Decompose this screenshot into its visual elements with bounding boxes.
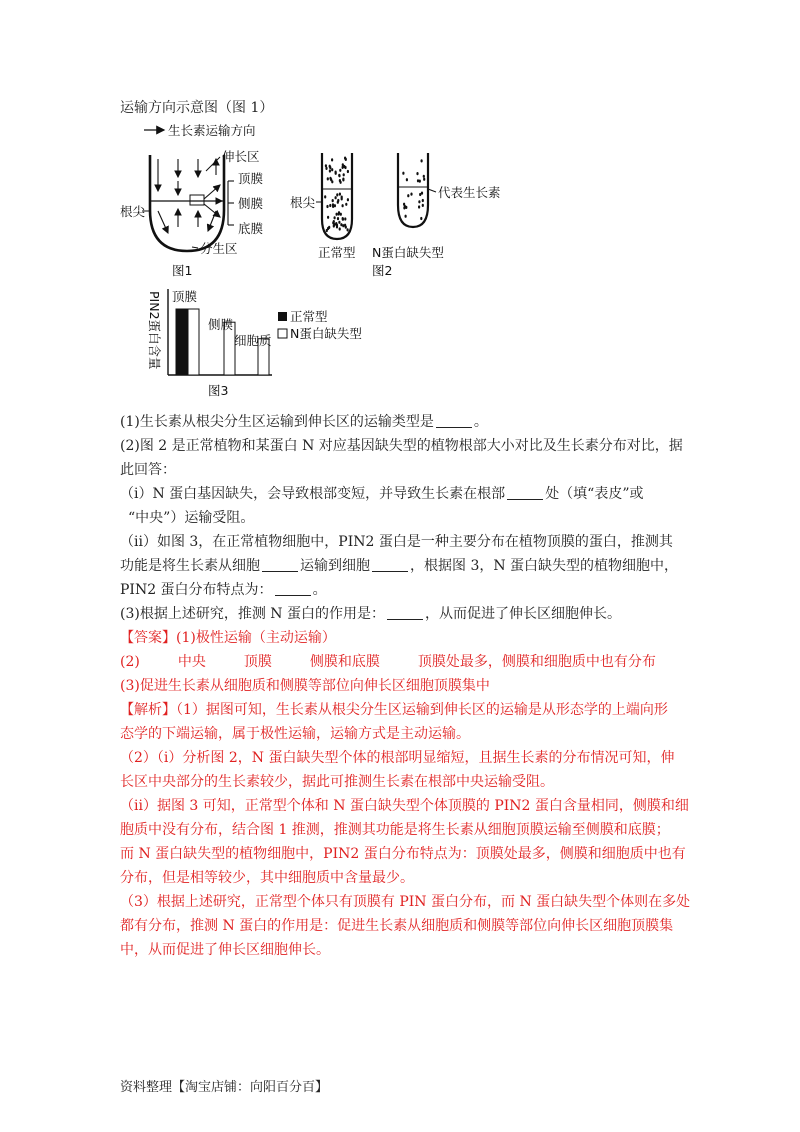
bar-label-1: 侧膜 (208, 317, 234, 332)
answer-line-2: (2) 中央 顶膜 侧膜和底膜 顶膜处最多，侧膜和细胞质中也有分布 (120, 654, 656, 670)
bar-mutant-0 (188, 309, 199, 375)
question-1: (1)生长素从根尖分生区运输到伸长区的运输类型是 。 (120, 414, 488, 430)
figures-area (120, 115, 540, 405)
fig2-normal-label: 正常型 (318, 245, 356, 260)
fig1-meristem-label: 分生区 (200, 241, 238, 256)
figure-title: 运输方向示意图（图 1） (120, 100, 274, 116)
fig1-elongation-label: 伸长区 (222, 149, 260, 164)
fig2-caption: 图2 (372, 263, 393, 278)
analysis-line-9: （3）根据上述研究，正常型个体只有顶膜有 PIN 蛋白分布，而 N 蛋白缺失型个体则在多处 (120, 894, 691, 910)
fig3-ylabel: PIN2蛋白含量 (147, 291, 162, 370)
analysis-line-3: （2）（i）分析图 2，N 蛋白缺失型个体的根部明显缩短，且据生长素的分布情况可知，伸 (120, 750, 675, 766)
fig3-legend-normal: 正常型 (290, 309, 328, 324)
analysis-line-2: 态学的下端运输，属于极性运输，运输方式是主动运输。 (120, 726, 470, 742)
question-2-line-b: 此回答： (120, 462, 176, 478)
analysis-label: 【解析】 (120, 702, 176, 718)
bar-normal-0 (176, 309, 187, 375)
fig1-side-membrane-label: 侧膜 (238, 196, 264, 211)
fig1-caption: 图1 (172, 263, 193, 278)
footer-text: 资料整理【淘宝店铺：向阳百分百】 (120, 1080, 329, 1095)
answer-blank (387, 605, 423, 620)
figures-svg (120, 115, 540, 405)
figure-1 (120, 123, 263, 278)
analysis-line-8: 分布，但是相等较少，其中细胞质中含量最少。 (120, 870, 414, 886)
answer-label: 【答案】 (120, 630, 176, 646)
fig2-mutant-label: N蛋白缺失型 (372, 245, 444, 260)
question-2ii-line-b: 功能是将生长素从细胞 运输到细胞 ，根据图 3，N 蛋白缺失型的植物细胞中， (120, 558, 679, 574)
root-outline (150, 155, 224, 251)
answer-blank (275, 581, 311, 596)
answer-blank (372, 557, 408, 572)
question-2ii-line-c: PIN2 蛋白分布特点为： 。 (120, 582, 327, 598)
fig1-root-tip-label: 根尖 (120, 204, 146, 219)
fig1-bottom-membrane-label: 底膜 (238, 221, 264, 236)
cell-box (190, 195, 204, 205)
mutant-auxin-dots (402, 159, 425, 220)
bar-label-0: 顶膜 (172, 289, 198, 304)
figure-3 (147, 289, 362, 398)
answer-blank (436, 413, 472, 428)
fig1-top-membrane-label: 顶膜 (238, 171, 264, 186)
question-2i-line-a: （i）N 蛋白基因缺失，会导致根部变短，并导致生长素在根部 处（填“表皮”或 (120, 486, 644, 502)
question-2ii-line-a: （ii）如图 3，在正常植物细胞中，PIN2 蛋白是一种主要分布在植物顶膜的蛋白，推测其 (120, 534, 673, 550)
fig1-legend-label: 生长素运输方向 (168, 123, 256, 138)
fig2-root-tip-label: 根尖 (290, 195, 316, 210)
question-3: (3)根据上述研究，推测 N 蛋白的作用是： ，从而促进了伸长区细胞伸长。 (120, 606, 621, 622)
mutant-root-outline (398, 153, 428, 227)
answer-line-3: (3)促进生长素从细胞质和侧膜等部位向伸长区细胞顶膜集中 (120, 678, 490, 694)
bar-label-2: 细胞质 (234, 333, 272, 348)
legend-mutant-swatch (278, 329, 287, 338)
figure-2 (290, 153, 501, 278)
fig3-caption: 图3 (208, 383, 229, 398)
analysis-line-7: 而 N 蛋白缺失型的植物细胞中，PIN2 蛋白分布特点为：顶膜处最多，侧膜和细胞质中也有 (120, 846, 686, 862)
answer-blank (507, 485, 543, 500)
analysis-line-5: （ii）据图 3 可知，正常型个体和 N 蛋白缺失型个体顶膜的 PIN2 蛋白含量相同，侧膜和细 (120, 798, 689, 814)
answer-blank (262, 557, 298, 572)
analysis-line-1: 【解析】（1）据图可知，生长素从根尖分生区运输到伸长区的运输是从形态学的上端向形 (120, 702, 668, 718)
analysis-line-4: 长区中央部分的生长素较少，据此可推测生长素在根部中央运输受阻。 (120, 774, 554, 790)
normal-auxin-dots (324, 157, 349, 233)
answer-line-1: 【答案】(1)极性运输（主动运输） (120, 630, 336, 646)
fig2-auxin-label: 代表生长素 (438, 185, 501, 200)
question-2i-line-b: “中央”）运输受阻。 (128, 510, 255, 526)
question-body (120, 410, 690, 962)
fig3-legend-mutant: N蛋白缺失型 (290, 326, 362, 341)
analysis-line-10: 都有分布，推测 N 蛋白的作用是：促进生长素从细胞质和侧膜等部位向伸长区细胞顶膜集 (120, 918, 674, 934)
legend-normal-swatch (278, 312, 287, 321)
question-2-line-a: (2)图 2 是正常植物和某蛋白 N 对应基因缺失型的植物根部大小对比及生长素分布对比，据 (120, 438, 683, 454)
analysis-line-11: 中，从而促进了伸长区细胞伸长。 (120, 942, 330, 958)
analysis-line-6: 胞质中没有分布，结合图 1 推测，推测其功能是将生长素从细胞顶膜运输至侧膜和底膜； (120, 822, 670, 838)
